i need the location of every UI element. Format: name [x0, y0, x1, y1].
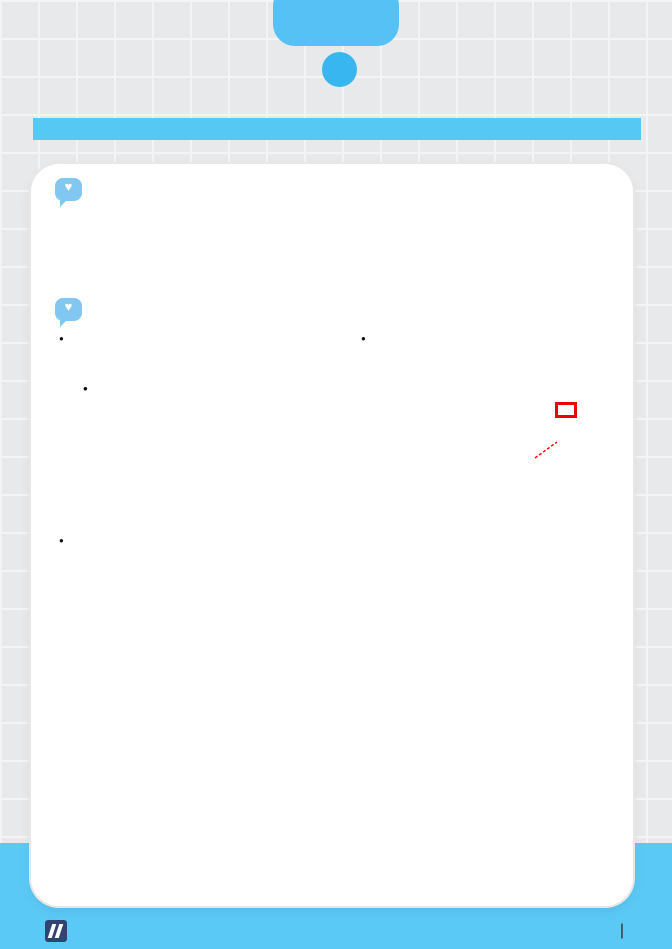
- heart-bubble-icon: [55, 178, 82, 201]
- contact-line: [610, 922, 634, 940]
- quant-section-heading: [55, 298, 91, 321]
- callout-connector-arrow: [533, 440, 559, 460]
- footer: [0, 912, 672, 949]
- top-badge: [273, 0, 399, 46]
- heart-bubble-icon: [55, 298, 82, 321]
- model-metrics-callout: [555, 402, 577, 418]
- content-card: [31, 164, 633, 906]
- overview-heading: [55, 178, 91, 201]
- company-logo-icon: [45, 920, 67, 942]
- contact-divider: |: [619, 921, 624, 939]
- quant-model-scatter-chart: [362, 358, 547, 526]
- company-logo: [45, 920, 71, 942]
- series-title: [0, 52, 672, 87]
- case-number-badge: [322, 52, 357, 87]
- raman-spectrum-chart: [50, 356, 350, 521]
- title-underline-strip: [33, 118, 641, 140]
